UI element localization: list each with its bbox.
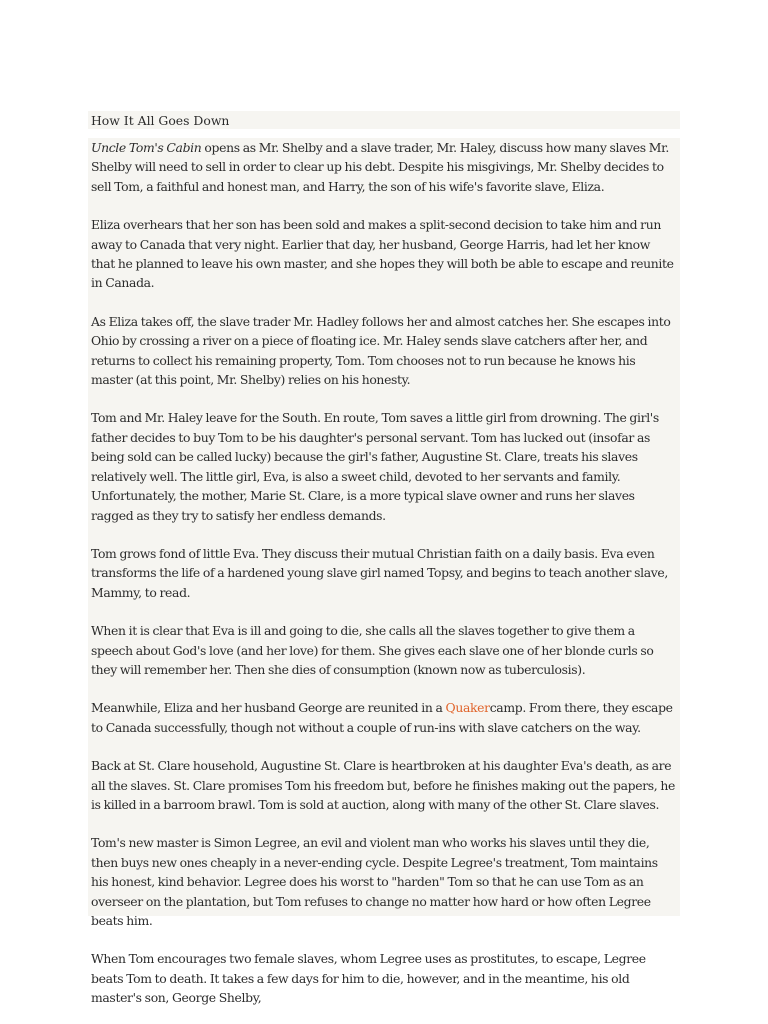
article-content: [88, 111, 680, 1006]
paragraph-7-before: Meanwhile, Eliza and her husband George are reunited in a: [91, 700, 446, 716]
paragraph-7: [91, 698, 676, 737]
section-heading: How It All Goes Down: [88, 111, 680, 129]
paragraph-1: [91, 138, 676, 196]
paragraph-1-text: opens as Mr. Shelby and a slave trader, Mr. Haley, discuss how many slaves Mr. Shelby will need to sell in order to clear up his debt. Despite his misgivings, Mr. Shelby decides to sell Tom, a faithful and honest man, and Harry, the son of his wife's favorite slave, Eliza.: [91, 140, 669, 194]
paragraph-3: As Eliza takes off, the slave trader Mr. Hadley follows her and almost catches her. She escapes into Ohio by crossing a river on a piece of floating ice. Mr. Haley sends slave catchers after her, and returns to collect his remaining property, Tom. Tom chooses not to run because he knows his master (at this point, Mr. Shelby) relies on his honesty.: [91, 313, 671, 388]
book-title: Uncle Tom's Cabin: [91, 140, 202, 155]
heading-divider: [88, 129, 680, 138]
paragraph-6: When it is clear that Eva is ill and going to die, she calls all the slaves together to give them a speech about God's love (and her love) for them. She gives each slave one of her blonde curls so they will remember her. Then she dies of consumption (known now as tuberculosis).: [91, 623, 654, 677]
quaker-link[interactable]: Quaker: [445, 700, 490, 716]
paragraph-8: Back at St. Clare household, Augustine St. Clare is heartbroken at his daughter Eva's death, as are all the slaves. St. Clare promises Tom his freedom but, before he finishes making out the papers, he is killed in a barroom brawl. Tom is sold at auction, along with many of the other St. Clare slaves.: [91, 758, 675, 812]
paragraph-9: Tom's new master is Simon Legree, an evil and violent man who works his slaves until they die, then buys new ones cheaply in a never-ending cycle. Despite Legree's treatment, Tom maintains his honest, kind behavior. Legree does his worst to "harden" Tom so that he can use Tom as an overseer on the plantation, but Tom refuses to change no matter how hard or how often Legree beats him.: [91, 835, 658, 928]
paragraph-7-after: camp. From there, they escape to Canada successfully, though not without a couple of run-ins with slave catchers on the way.: [91, 700, 673, 735]
article-body: [88, 138, 680, 1008]
paragraph-4: Tom and Mr. Haley leave for the South. En route, Tom saves a little girl from drowning. The girl's father decides to buy Tom to be his daughter's personal servant. Tom has lucked out (insofar as being sold can be called lucky) because the girl's father, Augustine St. Clare, treats his slaves relatively well. The little girl, Eva, is also a sweet child, devoted to her servants and family. Unfortunately, the mother, Marie St. Clare, is a more typical slave owner and runs her slaves ragged as they try to satisfy her endless demands.: [91, 410, 659, 523]
paragraph-5: Tom grows fond of little Eva. They discuss their mutual Christian faith on a daily basis. Eva even transforms the life of a hardened young slave girl named Topsy, and begins to teach another slave, Mammy, to read.: [91, 545, 668, 600]
paragraph-10: When Tom encourages two female slaves, whom Legree uses as prostitutes, to escape, Legree beats Tom to death. It takes a few days for him to die, however, and in the meantime, his old master's son, George Shelby,: [91, 951, 646, 1006]
paragraph-2: Eliza overhears that her son has been sold and makes a split-second decision to take him and run away to Canada that very night. Earlier that day, her husband, George Harris, had let her know that he planned to leave his own master, and she hopes they will both be able to escape and reunite in Canada.: [91, 217, 674, 291]
